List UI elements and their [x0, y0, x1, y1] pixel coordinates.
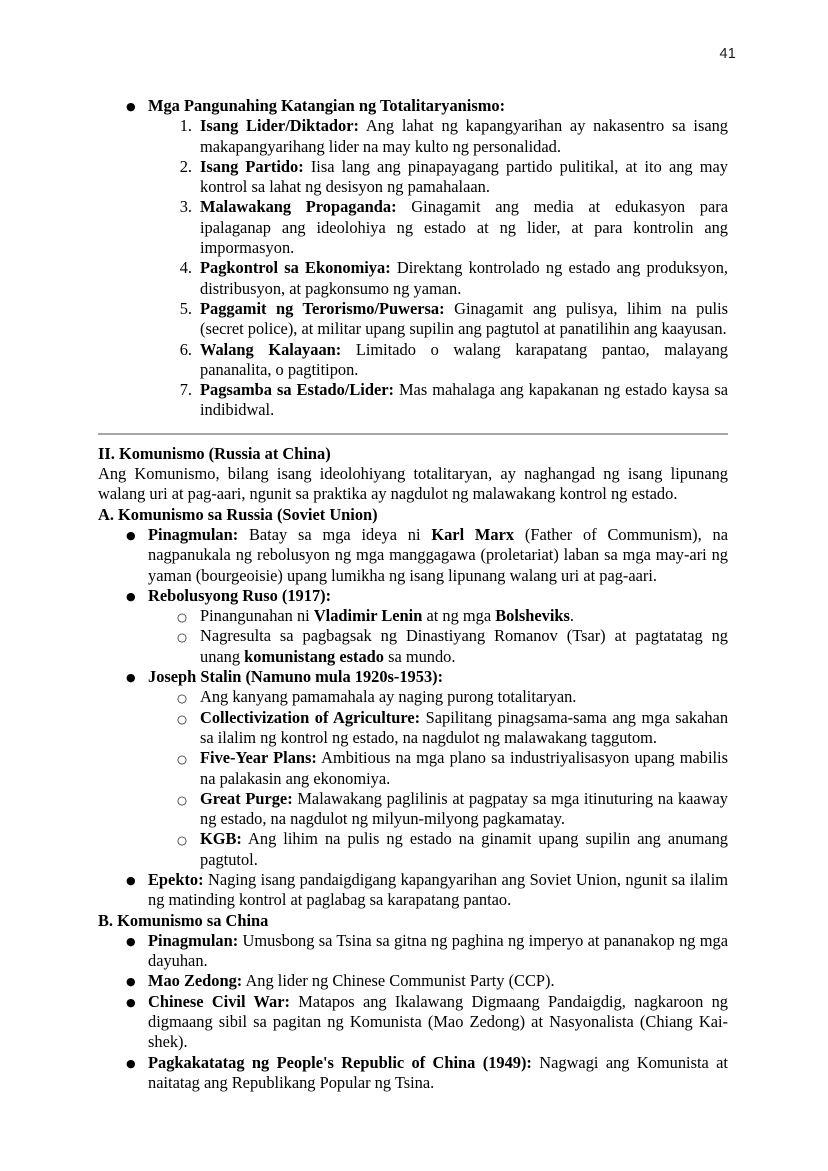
bullet-icon: ●: [126, 100, 136, 113]
item-text: Ang lider ng Chinese Communist Party (CCP).: [242, 971, 555, 991]
item-term: Collectivization of Agriculture:: [200, 707, 421, 727]
list-number: 4.: [179, 258, 192, 278]
item-term: Malawakang Propaganda:: [200, 197, 397, 217]
page-number: 41: [719, 46, 736, 62]
item-text: Nagwagi ang Komunista at naitatag ang Republikang Popular ng Tsina.: [148, 1052, 728, 1092]
item-text: Umusbong sa Tsina sa gitna ng paghina ng imperyo at pananakop ng mga dayuhan.: [148, 930, 728, 971]
bullet-icon: ●: [126, 589, 136, 603]
page-content: [98, 96, 728, 1093]
list-item: [98, 525, 728, 586]
item-term: Pagkakatatag ng People's Republic of China (1949):: [148, 1052, 532, 1072]
section-heading-ii: II. Komunismo (Russia at China): [98, 443, 331, 463]
list-item: [98, 708, 728, 749]
item-text: Batay sa mga ideya ni: [238, 524, 432, 544]
list-number: 6.: [179, 339, 192, 359]
item-term: Epekto:: [148, 869, 204, 889]
list-number: 1.: [179, 116, 192, 136]
item-text: Limitado o walang karapatang pantao, malayang pananalita, o pagtitipon.: [200, 339, 728, 379]
item-term: Isang Partido:: [200, 156, 304, 176]
list-item: [98, 380, 728, 421]
item-text: Naging isang pandaigdigang kapangyarihan ang Soviet Union, ngunit sa ilalim ng matinding kontrol at paglabag sa karapatang pantao.: [148, 869, 728, 910]
list-item: [98, 626, 728, 667]
item-text: (Father of Communism), na nagpanukala ng rebolusyon ng mga manggagawa (proletariat) laban sa mga may-ari ng yaman (bourgeoisie) upang lumikha ng isang lipunang walang uri at pag-aari.: [148, 524, 728, 585]
item-text: Direktang kontrolado ng estado ang produksyon, distribusyon, at pagkonsumo ng yaman.: [200, 258, 728, 298]
item-emphasis: Karl Marx: [431, 524, 515, 544]
item-text: Ang kanyang pamamahala ay naging purong totalitaryan.: [200, 687, 577, 707]
list-item: [98, 116, 728, 157]
list-item: [98, 340, 728, 381]
item-term: Paggamit ng Terorismo/Puwersa:: [200, 298, 445, 318]
china-list: [98, 931, 728, 1093]
item-term: Isang Lider/Diktador:: [200, 116, 359, 136]
item-text: Ang lahat ng kapangyarihan ay nakasentro sa isang makapangyarihang lider na may kulto ng personalidad.: [200, 116, 728, 156]
stalin-sublist: [98, 687, 728, 870]
item-emphasis: komunistang estado: [244, 646, 384, 666]
subsection-heading-a: A. Komunismo sa Russia (Soviet Union): [98, 504, 378, 524]
item-term: Pinagmulan:: [148, 524, 239, 544]
list-item: [98, 971, 728, 991]
circle-bullet-icon: ○: [177, 752, 188, 767]
item-text: Pinangunahan ni: [200, 606, 314, 626]
rebolusyon-sublist: [98, 606, 728, 667]
list-item: [98, 606, 728, 626]
list-item: [98, 687, 728, 707]
bullet-icon: ●: [126, 873, 136, 887]
list-item: [98, 931, 728, 972]
list-item: [98, 157, 728, 198]
item-term: Pagkontrol sa Ekonomiya:: [200, 258, 391, 278]
item-text: Ambitious na mga plano sa industriyalisasyon upang mabilis na palakasin ang ekonomiya.: [200, 748, 728, 788]
circle-bullet-icon: ○: [177, 610, 188, 625]
list-item: [98, 96, 728, 116]
list-number: 7.: [179, 380, 192, 400]
item-text: Iisa lang ang pinapayagang partido pulitikal, at ito ang may kontrol sa lahat ng desisyon ng pamahalaan.: [200, 156, 728, 197]
list-item: [98, 1053, 728, 1094]
bullet-icon: ●: [126, 1056, 136, 1070]
list-item: [98, 586, 728, 606]
section-divider-wrap: [98, 421, 728, 444]
bullet-icon: ●: [126, 995, 136, 1009]
circle-bullet-icon: ○: [177, 691, 188, 706]
stalin-list: [98, 667, 728, 687]
item-term: Rebolusyong Ruso (1917):: [148, 585, 332, 605]
item-term: Walang Kalayaan:: [200, 339, 342, 359]
list-item: [98, 258, 728, 299]
list-item: [98, 789, 728, 830]
list-item: [98, 748, 728, 789]
bullet-icon: ●: [126, 671, 136, 685]
list-item: [98, 667, 728, 687]
item-text: Mas mahalaga ang kapakanan ng estado kaysa sa indibidwal.: [200, 380, 728, 420]
list-item: [98, 299, 728, 340]
circle-bullet-icon: ○: [177, 630, 188, 645]
item-term: Pagsamba sa Estado/Lider:: [200, 380, 394, 400]
item-term: Chinese Civil War:: [148, 991, 290, 1011]
item-emphasis: Bolsheviks: [495, 606, 570, 626]
russia-list: [98, 525, 728, 606]
item-text: Nagresulta sa pagbagsak ng Dinastiyang Romanov (Tsar) at pagtatatag ng unang: [200, 626, 728, 666]
totalitarianism-heading: Mga Pangunahing Katangian ng Totalitaryanismo:: [148, 96, 506, 115]
subsection-heading-b: B. Komunismo sa China: [98, 910, 269, 930]
item-text: sa mundo.: [383, 646, 456, 666]
item-emphasis: Vladimir Lenin: [313, 606, 423, 626]
item-text: Malawakang paglilinis at pagpatay sa mga itinuturing na kaaway ng estado, na nagdulot ng milyun-milyong pagkamatay.: [200, 788, 728, 829]
item-term: KGB:: [200, 829, 242, 849]
item-term: Pinagmulan:: [148, 930, 239, 950]
item-term: Five-Year Plans:: [200, 748, 317, 768]
circle-bullet-icon: ○: [177, 833, 188, 848]
list-number: 2.: [179, 156, 192, 176]
item-text: Matapos ang Ikalawang Digmaang Pandaigdig, nagkaroon ng digmaang sibil sa pagitan ng Komunista (Mao Zedong) at Nasyonalista (Chiang Kai-shek).: [148, 991, 728, 1052]
item-text: Ang lihim na pulis ng estado na ginamit upang supilin ang anumang pagtutol.: [200, 829, 728, 869]
totalitarianism-numbered-list: [98, 116, 728, 420]
epekto-list: [98, 870, 728, 911]
totalitarianism-list: [98, 96, 728, 116]
list-item: [98, 829, 728, 870]
item-text: at ng mga: [422, 606, 496, 626]
bullet-icon: ●: [126, 934, 136, 948]
section-ii-intro: Ang Komunismo, bilang isang ideolohiyang totalitaryan, ay naghangad ng isang lipunang walang uri at pag-aari, ngunit sa praktika ay nagdulot ng malawakang kontrol ng estado.: [98, 464, 728, 504]
list-item: [98, 197, 728, 258]
circle-bullet-icon: ○: [177, 792, 188, 807]
horizontal-rule: [98, 433, 728, 435]
circle-bullet-icon: ○: [177, 711, 188, 726]
item-text: .: [569, 606, 575, 626]
bullet-icon: ●: [126, 528, 136, 542]
item-term: Mao Zedong:: [148, 971, 243, 991]
item-term: Joseph Stalin (Namuno mula 1920s-1953):: [148, 667, 444, 687]
list-number: 5.: [179, 298, 192, 318]
bullet-icon: ●: [126, 975, 136, 989]
item-text: Ginagamit ang pulisya, lihim na pulis (secret police), at militar upang supilin ang pagtutol at panatilihin ang kaayusan.: [200, 298, 729, 339]
item-text: Ginagamit ang media at edukasyon para ipalaganap ang ideolohiya ng estado at ng lider, at para kontrolin ang impormasyon.: [200, 197, 728, 258]
item-term: Great Purge:: [200, 788, 293, 808]
list-item: [98, 870, 728, 911]
list-item: [98, 992, 728, 1053]
list-number: 3.: [179, 197, 192, 217]
item-text: Sapilitang pinagsama-sama ang mga sakahan sa ilalim ng kontrol ng estado, na nagdulot ng malawakang taggutom.: [200, 707, 729, 747]
